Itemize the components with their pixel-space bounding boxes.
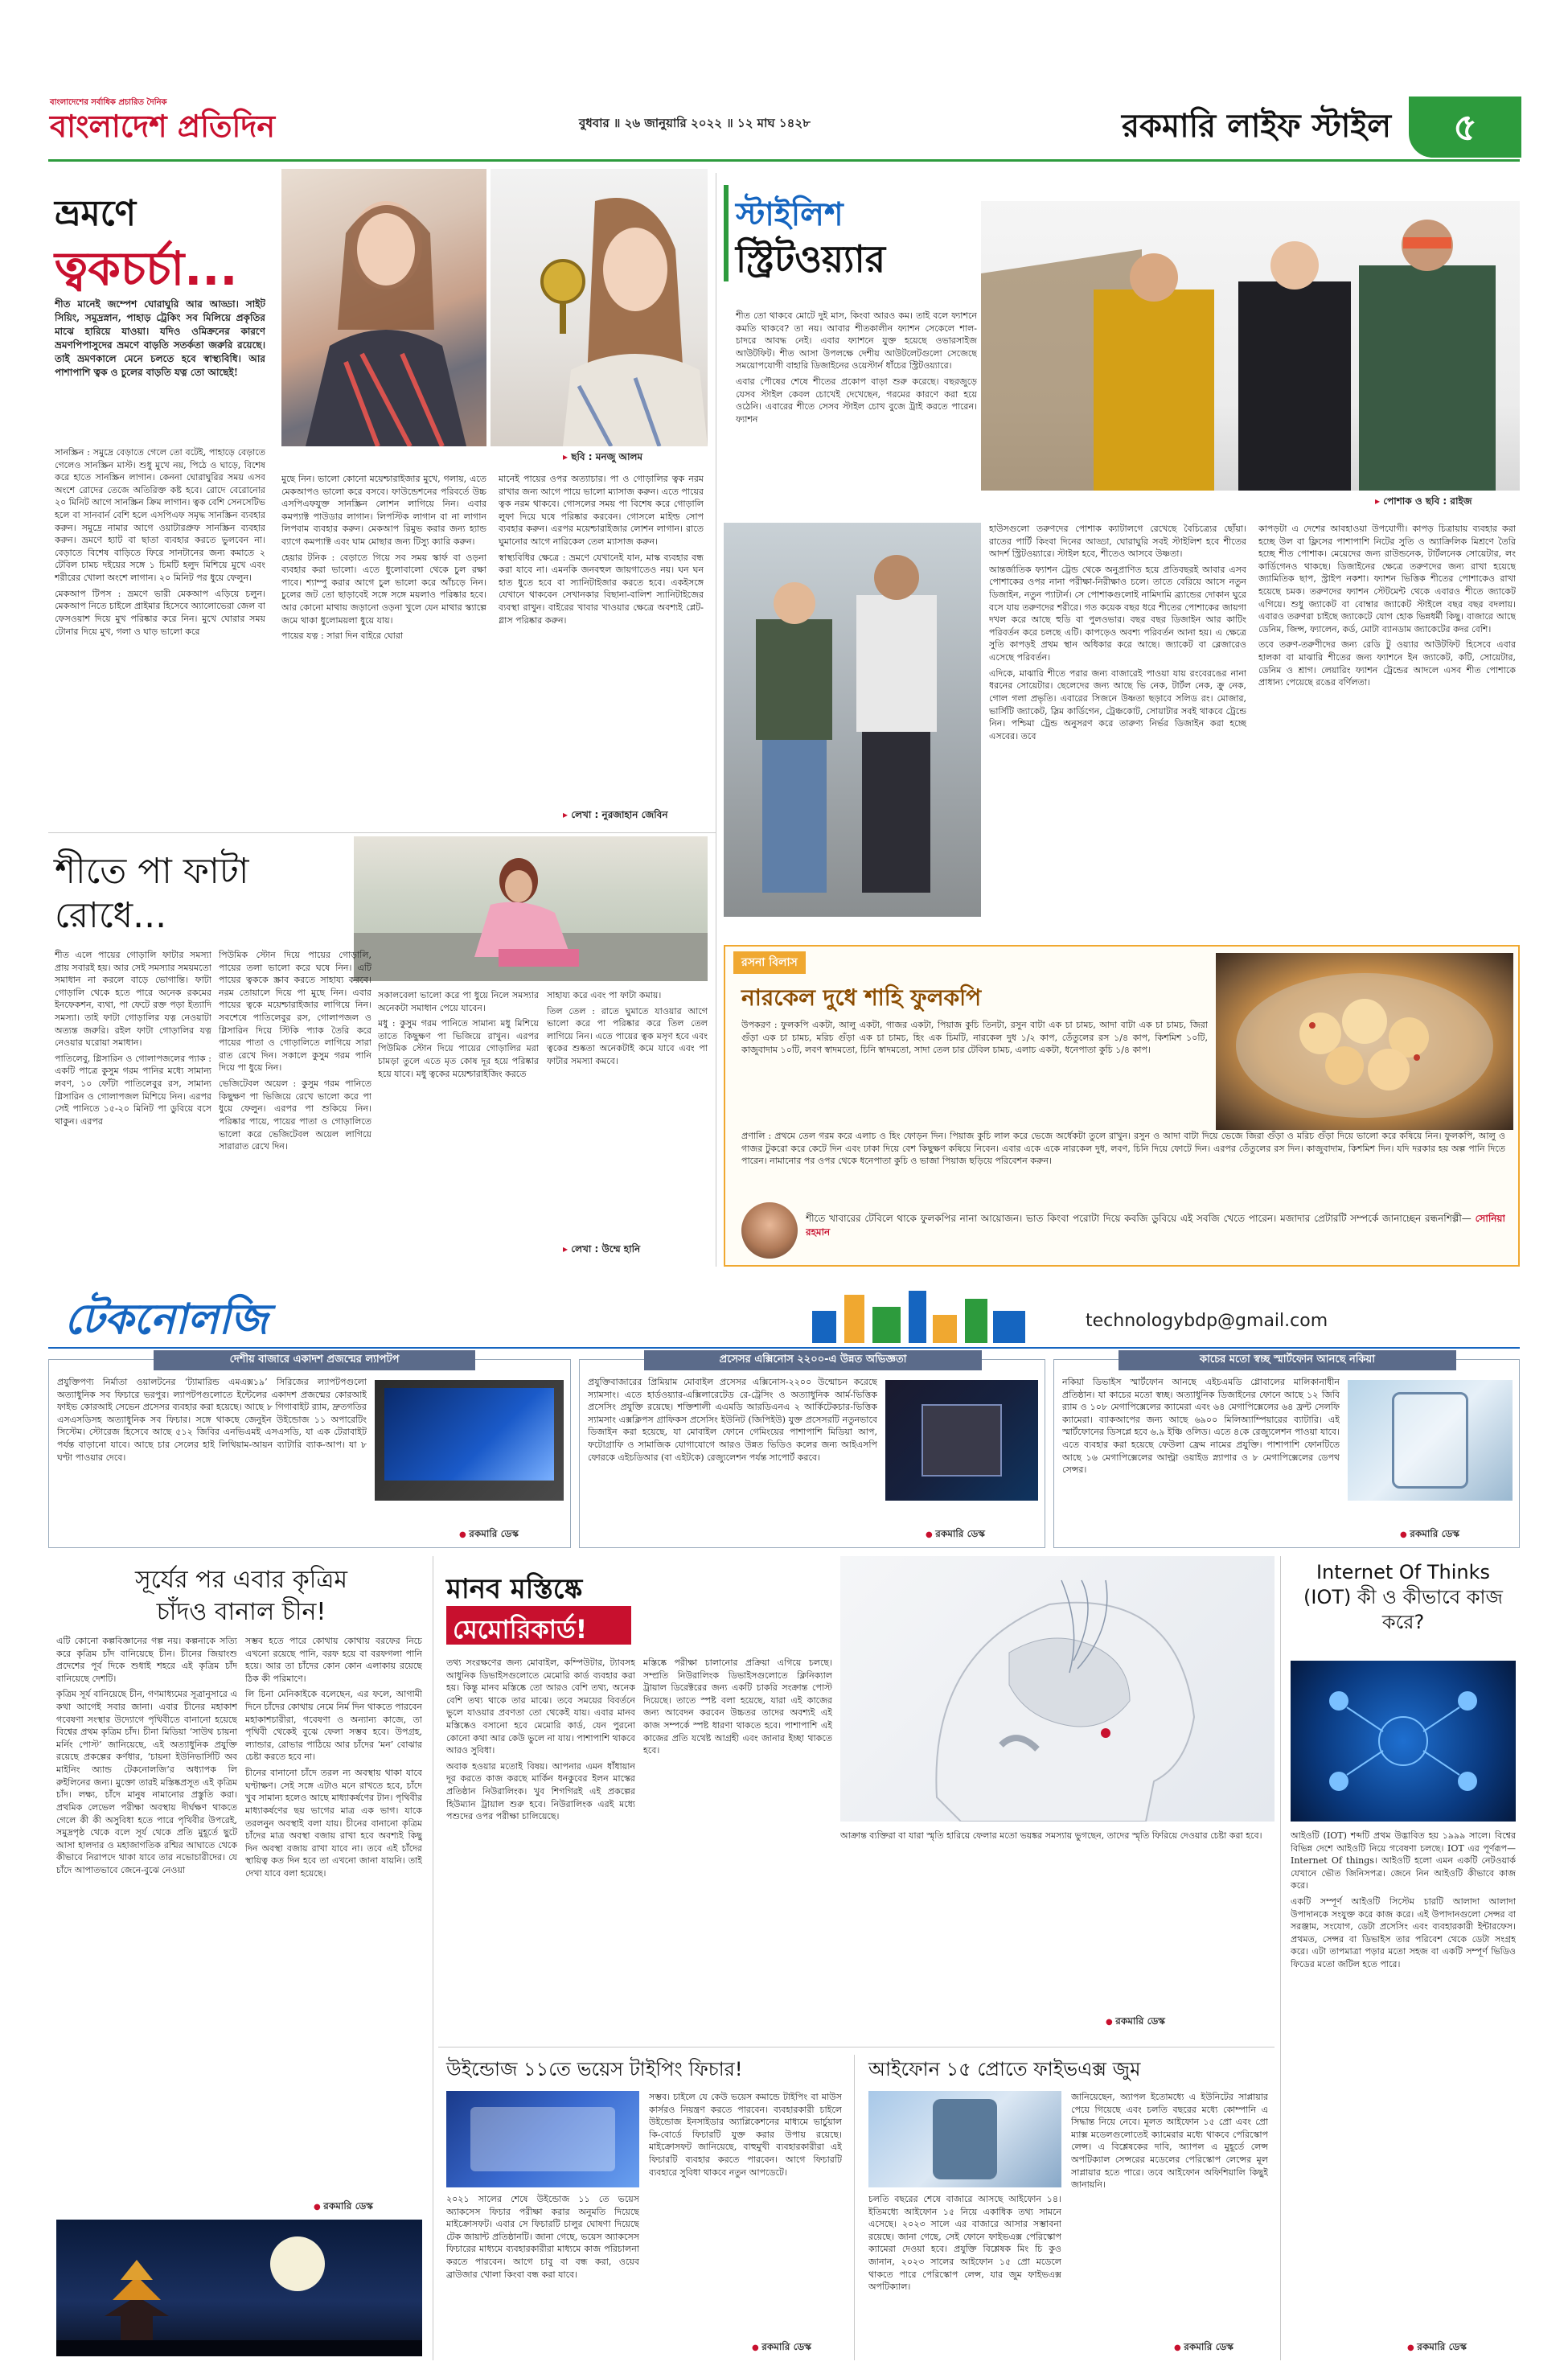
heels-honey: মধু : কুসুম গরম পানিতে সামান্য মধু মিশিয়ে তাতে কিছুক্ষণ পা ভিজিয়ে রাখুন। এরপর পিউমিক স্টোন দিয়ে পায়ের গোড়ালির মরা চামড়া তুলে এতে মৃত কোষ দূর হয়ে পরিষ্কার হয়ে যাবে। মধু ত্বকের ময়েশ্চারাইজিং করতে [378,1018,539,1079]
skincare-article [48,169,708,828]
nokia-photo [1348,1380,1513,1501]
streetwear-col2-p3: এদিকে, মাঝারি শীতে পরার জন্য বাজারেই পাওয়া যায় রংবেরঙের নানা ধরনের সোয়েটার। ছেলেদের জন্য আছে ভি নেক, টার্টল নেক, ক্রু নেক, গোল গলা প্রভৃতি। এবারের সিজনে উষ্ণতা ছড়াবে সলিড রং। মোজার, ভার্সিটি জ্যাকেট, স্লিম কার্ডিগেন, ট্রেঞ্চকোট, সোয়াটার সবই থাকবে ট্রেন্ডে নিন। পশ্চিমা ট্রেন্ড অনুসরণ করে তারুণ্য নির্ভর ডিজাইন করা হচ্ছে এসবের। তবে [989,667,1246,741]
heels-col2-p1: পিউমিক স্টোন দিয়ে পায়ের গোড়ালি, পায়ের তলা ভালো করে ঘষে নিন। এটি পায়ের ত্বককে স্ক্রাব করতে সাহায্য করবে। নরম তোয়ালে দিয়ে পা মুছে নিন। এবার পায়ের ত্বকে ময়েশ্চারাইজার লাগিয়ে নিন। সবশেষে পাতিলেবুর রস, গোলাপজল ও গ্লিসারিন দিয়ে স্টিকি প্যাক তৈরি করে পায়ের পাতা ও গোড়ালিতে লাগিয়ে সারা রাত রেখে দিন। সকালে কুসুম গরম পানি দিয়ে পা ধুয়ে নিন। [219,950,371,1074]
windows-desk: ● রকমারি ডেস্ক [752,2340,811,2356]
skincare-col3 [499,473,704,799]
memory-col2: মস্তিষ্কে পরীক্ষা চালানোর প্রক্রিয়া এগিয়ে চলছে। সম্প্রতি নিউরালিংক ডিভাইসগুলোতে ক্লিনিক্যাল ট্রায়াল ডিরেক্টরের জন্য একটি চাকরি সংক্রান্ত পোস্ট দিয়েছে। তাতে স্পষ্ট বলা হয়েছে, যারা এই কাজের জন্য আবেদন করবেন উচ্চতর তাদের অবশ্যই এই কাজ সম্পর্কে স্পষ্ট ধারণা থাকতে হবে। পাশাপাশি এই কাজের প্রতি যথেষ্ট আগ্রহী এবং জানার ইচ্ছা থাকতে হবে। [643,1657,832,1756]
logo-text: বাংলাদেশ প্রতিদিন [50,109,276,144]
recipe-box [724,945,1520,1267]
processor-photo [885,1380,1038,1501]
recipe-footer-text: শীতে খাবারের টেবিলে থাকে ফুলকপির নানা আয়োজন। ভাত কিংবা পরোটা দিয়ে কবজি ডুবিয়ে এই সবজি খেতে পারেন। মজাদার প্রেটারটি সম্পর্কে জানাচ্ছেন রন্ধনশিল্পী— [806,1213,1472,1224]
skincare-col3-p1: মানেই পায়ের ওপর অত্যাচার। পা ও গোড়ালির ত্বক নরম রাখার জন্য আগে পায়ে ভালো ম্যাসাজ করুন। এতে পায়ের ত্বক নরম থাকবে। গোসলের সময় পা বিশেষ করে গোড়ালি লুফা দিয়ে ঘষে পরিষ্কার করবেন। গোসলে মাইল্ড সোপ ব্যবহার করুন। এরপর ময়েশ্চারাইজার লোশন লাগান। রাতে ঘুমানোর আগে নারিকেল তেল ম্যাসাজ করুন। [499,474,704,548]
memory-title-line2: মেমোরিকার্ড! [453,1614,588,1645]
skincare-makeup: মেকআপ টিপস : ভ্রমণে ভারী মেকআপ এড়িয়ে চলুন। মেকআপ নিতে চাইলে প্রাইমার হিসেবে অ্যালোভেরা জেল বা ফেসওয়াশ দিয়ে মুখ পরিষ্কার করে নিন। মুখে ঘোরার সময় টোনার দিয়ে মুখ, গলা ও ঘাড় ভালো করে [55,588,265,637]
masthead [0,0,1568,165]
masthead-rule [48,159,1520,162]
windows-article [438,2055,848,2360]
heels-title-line2: রোধে... [55,895,167,936]
recipe-ingredients: উপকরণ : ফুলকপি একটা, আলু একটা, গাজর একটা, পিয়াজ কুচি তিনটা, রসুন বাটা এক চা চামচ, আদা বাটা এক চা চামচ, জিরা গুঁড়া এক চা চামচ, মরিচ গুঁড়া এক চা চামচ, হিং এক চিমটি, নারকেল দুধ ১/২ কাপ, তেঁতুলের রস ১/৪ কাপ, কিশমিশ ১০টি, কাজুবাদাম ১০টি, লবণ স্বাদমতো, চিনি স্বাদমতো, সাদা তেল চার টেবিল চামচ, এলাচ একটা, ধনেপাতা কুচি ১/৪ কাপ। [741,1020,1208,1056]
technology-title: টেকনোলজি [64,1296,268,1344]
memory-col1 [446,1657,635,2035]
skincare-col2-p1: মুছে নিন। ভালো কোনো ময়েশ্চারাইজার মুখে, গলায়, এতে মেকআপও ভালো করে বসবে। ফাউন্ডেশনের পরিবর্তে উচ্চ এসপিএফযুক্ত সানস্ক্রিন লোশন লাগিয়ে নিন। এবার কমপ্যাক্ট পাউডার লাগান। লিপস্টিক লাগান বা না লাগান লিপবাম ব্যবহার করুন। মেকআপ রিমুভ করার জন্য হ্যান্ড ব্যাগে কমপ্যাক্ট এবং ঘাম মোছার জন্য টিস্যু ক্যারি করুন। [281,474,486,548]
woman-portrait-illustration [281,169,486,446]
iot-col1 [1291,1830,1516,2344]
processor-box [579,1353,1045,1548]
skincare-title-line2: ত্বকচর্চা... [55,241,238,296]
heels-col4 [547,989,708,1230]
heels-col3 [378,989,539,1267]
skincare-hygiene: স্বাস্থ্যবিধির ক্ষেত্রে : ভ্রমণে যেখানেই যান, মাস্ক ব্যবহার বন্ধ করা যাবে না। এমনকি জনবহুল জায়গাতেও নয়। ঘন ঘন হাত ধুতে হবে বা স্যানিটাইজার করতে হবে। একইসঙ্গে যেখানে থাকবেন সেখানকার বিছানা-বালিশ স্যানিটাইজের ব্যবস্থা রাখুন। বাইরের খাবার খাওয়ার ক্ষেত্রে অবশ্যই প্লেট-গ্লাস পরিষ্কার করুন। [499,552,704,626]
recipe-method: প্রণালি : প্রথমে তেল গরম করে এলাচ ও হিং ফোড়ন দিন। পিয়াজ কুচি লাল করে ভেজে অর্ধেকটা তুলে রাখুন। রসুন ও আদা বাটা দিয়ে ভেজে জিরা গুঁড়া ও মরিচ গুঁড়া দিয়ে ভালো করে কষিয়ে নিন। ফুলকপি, আলু ও গাজর টুকরো করে কেটে দিন এবং ঢাকা দিয়ে বেশ কিছুক্ষণ কষিয়ে নিবেন। এবার একে একে নারকেল দুধ, লবণ, চিনি দিয়ে ফোটে দিন। এরপর তেঁতুলের রস দিন। কাজুবাদাম, কিশমিশ দিন। যদি দরকার হয় অল্প পানি দিতে পারেন। নামানোর পর ওপর থেকে ধনেপাতা কুচি ও ভাজা পিয়াজ ছড়িয়ে পরিবেশন করুন। [741,1131,1505,1167]
processor-text: প্রযুক্তিবাজারের প্রিমিয়াম মোবাইল প্রসেসর এক্সিনোস-২২০০ উন্মোচন করেছে স্যামসাং। এতে হার্ডওয়্যার-এক্সিলারেটেড রে-ট্রেসিং ও অত্যাধুনিক আর্ম-ভিত্তিক প্রসেসিং প্রযুক্তি রয়েছে। শক্তিশালী এএমডি আরডিএনএ ২ আর্কিটেকচার-ভিত্তিক স্যামসাং এক্সক্লিপস গ্রাফিকস প্রসেসিং ইউনিট (জিপিইউ) যুক্ত প্রসেসরটি নতুনভাবে ডিজাইন করা হয়েছে, যা মোবাইল ফোনে গেমিংয়ের পাশাপাশি মিডিয়া আপ, ফটোগ্রাফি ও সামাজিক যোগাযোগে আরও উন্নত ভিডিও কলের জন্য আইএসপি ফোরকে এইচডিআর (বা এইটকে) রেজ্যুলেশন পর্যন্ত সাপোর্ট করবে। [588,1377,877,1463]
skincare-hair: হেয়ার টনিক : বেড়াতে গিয়ে সব সময় স্কার্ফ বা ওড়না ব্যবহার করা ভালো। এতে ধুলোবালো থেকে চুল রক্ষা পাবে। শ্যাম্পু করার আগে চুল ভালো করে আঁচড়ে নিন। চুলের জট তো ছাড়াবেই সঙ্গে সঙ্গে ময়লাও পরিষ্কার হবে। আর কোনো মাথায় জড়ানো ওড়না খুলে যেন মাথার স্ক্যাল্পে জমে থাকা ধুলোময়লা ধুয়ে যায়। [281,552,486,626]
logo-tagline: বাংলাদেশের সর্বাধিক প্রচারিত দৈনিক [50,98,167,107]
processor-desk: ● রকমারি ডেস্ক [926,1527,985,1543]
windows-photo [446,2091,639,2187]
recipe-footer [806,1212,1505,1260]
moon-col2-p3: চীনের বানানো চাঁদে তরল ন্য অবস্থায় থাকা যাবে ঘণ্টাক্ষণ। সেই সঙ্গে এটাও মনে রাখতে হবে, চাঁদে খুব সামান্য হলেও আছে মাধ্যাকর্ষণের টান। পৃথিবীর মাধ্যাকর্ষণের ছয় ভাগের মাত্র এক ভাগ। যাকে তরলনুন অবস্থাই বলা যায়। চীনের বানানো কৃত্রিম চাঁদের মাত্র অবস্থা বজায় রাখা হবে অবশ্যই কিছু দিন অবস্থা বজায় রাখা যাবে না। তবে এই চাঁদের স্থায়িত্ব কত দিন হবে তা এখনো জানা যায়নি। তাই দেখা যাবে বলা হয়েছে। [245,1768,422,1879]
moon-col1 [56,1635,237,2198]
skincare-photo-1 [281,169,486,446]
couple-walking-illustration [724,523,981,917]
moon-col2-p2: লি চিনা মেনিকাইকে বলেছেন, এর ফলে, আগামী দিনে চাঁদের কোথায় নেমে নির্ম দিন থাকতে পারবেন মহাকাশচারীরা, গবেষণা ও অন্যান্য কাজে, তা পৃথিবী থেকেই বুঝে ফেলা সম্ভব হবে। উপগ্রহ, ল্যান্ডার, রোভার পাঠিয়ে আর চাঁদের ‘মন’ বোঝার চেষ্টা করতে হবে না। [245,1689,422,1763]
technology-rule [48,1347,1520,1349]
iphone-desk: ● রকমারি ডেস্ক [1174,2340,1233,2356]
laptop-text: প্রযুক্তিপণ্য নির্মাতা ওয়ালটনের ‘ট্যামারিন্ড এমএক্স১৯’ সিরিজের ল্যাপটপগুলো অত্যাধুনিক সব ফিচারে ভরপুর। ল্যাপটপগুলোতে ইন্টেলের একাদশ প্রজন্মের কোরআই ফাইভ কোরআই সেভেন প্রসেসর ব্যবহার করা হয়েছে। আছে ৮ গিগাবাইট র‍্যাম, দ্রুতগতির এসএসডিসহ অত্যাধুনিক সব ফিচার। সঙ্গে থাকছে জেনুইন উইন্ডোজ ১১ অপারেটিং সিস্টেম। স্টোরেজ হিসেবে আছে ৫১২ জিবির এনভিএমই এসএসডি, যা এক টেরাবাইট পর্যন্ত বাড়ানো যাবে। আছে চার সেলের হাই লিথিয়াম-আয়ন ব্যাটারি ব্যাক-আপ। যা ৮ ঘণ্টা পাওয়ার দেবে। [57,1377,367,1463]
heels-col2 [219,949,371,1267]
streetwear-col2-p2: আন্তর্জাতিক ফ্যাশন ট্রেন্ড থেকে অনুপ্রাণিত হয়ে প্রতিবছরই আবার এসব পোশাকের ওপর নানা পরীক্ষা-নিরীক্ষাও চলে। তাতে বেরিয়ে আসে নতুন ডিজাইন, নতুন প্যাটার্ন। সে পোশাকগুলোই নামিদামি ব্র্যান্ডের দোকান ঘুরে বসে যায় তরুণদের শরীরে। গত কয়েক বছর ধরে শীতের পোশাকের জায়গা দখল করে আছে হুডি বা পুলওভার। বছর বছর ডিজাইন আর কাটিং পরিবর্তন করে চলছে এটি। কাপড়েও অবশ্য পরিবর্তন আনা হয়। এ ক্ষেত্রে সুতি কাপড়ই প্রথম স্থান অধিকার করে আছে। জ্যাকেট বা ব্লেজারেও এসেছে পরিবর্তন। [989,564,1246,663]
windows-title: উইন্ডোজ ১১তে ভয়েস টাইপিং ফিচার! [446,2058,743,2080]
page-number-badge [1409,97,1521,158]
moon-col1-p2: কৃত্রিম সূর্য বানিয়েছে চীন, গণমাধ্যমের সূত্রানুসারে এ কথা আগেই সবার জানা। এবার চীনের মহাকাশ গবেষণা সংস্থার উদ্যোগে পৃথিবীতে বানানো হয়েছে বিশ্বের প্রথম কৃত্রিম চাঁদ। চীনা মিডিয়া ‘সাউথ চায়না মর্নিং পোস্ট’ জানিয়েছে, এই অত্যাধুনিক প্রযুক্তি রয়েছে প্রকল্পের কর্ণধার, ‘চায়না ইউনিভার্সিটি অব মাইনিং অ্যান্ড টেকনোলজি’র অধ্যাপক লি রুইলিনের জন্য। মুক্তো তারই মস্তিষ্কপ্রসূত এই কৃত্রিম চাঁদ। লক্ষ্য, চাঁদে মানুষ নামানোর প্রস্তুতি করা। প্রথমিক লেভেল পরীক্ষা অবস্থায় দীর্ঘক্ষণ থাকতে গেলে কী কী অসুবিধা হতে পারে পৃথিবীর উপরেই, সমুদ্রপৃষ্ঠ থেকে বলে সূর্য থেকে প্রতি মুহূর্তে ছুটে আসা হালদার ও মহাজাগতিক রশ্মির আঘাতে থেকে কীভাবে নিরাপদে থাকা যাবে তার নভোচারীদের। যে চাঁদে আপাতভাবে জেনে-বুঝে নেওয়া [56,1689,237,1875]
streetwear-col3 [1258,523,1516,917]
heels-col1-p1: শীত এলে পায়ের গোড়ালি ফাটার সমস্যা প্রায় সবারই হয়। আর সেই সমস্যার সময়মতো সমাধান না করলে বাড়ে ভোগান্তি। ফাটা গোড়ালি থেকে হতে পারে অনেক রকমের ইনফেকশন, ব্যথা, পা ফেটে রক্ত পড়া ইত্যাদি সমস্যা। তাই ফাটা গোড়ালির যত্ন নেওয়াটা অত্যন্ত জরুরি। রইল ফাটা গোড়ালির যত্ন নেওয়ার ঘরোয়া সমাধান। [55,950,211,1049]
moon-col2 [245,1635,422,2198]
nokia-desk: ● রকমারি ডেস্ক [1400,1527,1459,1543]
heels-col1 [55,949,211,1267]
moon-col1-p1: এটি কোনো কল্পবিজ্ঞানের গল্প নয়। কল্পনাকে সত্যি করে কৃত্রিম চাঁদ বানিয়েছে চীন। চীনের জিয়াংশু প্রদেশের পূর্ব দিকে শুধাই শহরে এই কৃত্রিম চাঁদ বানিয়েছে দেশটি। [56,1636,237,1684]
laptop-label: দেশীয় বাজারে একাদশ প্রজন্মের ল্যাপটপ [154,1350,475,1370]
chef-photo [741,1202,798,1259]
moon-desk: ● রকমারি ডেস্ক [314,2199,373,2216]
heels-sesame-oil: তিল তেল : রাতে ঘুমাতে যাওয়ার আগে ভালো করে পা পরিষ্কার করে তিল তেল লাগিয়ে নিন। এতে পায়ের ত্বক মসৃণ হবে এবং ত্বকের শুষ্কতা অনেকটাই কমে যাবে এবং পা ফাটার সমস্যা কমবে। [547,1005,708,1067]
skincare-author: ▸ লেখা : নুরজাহান জেবিন [563,808,668,824]
processor-label: প্রসেসর এক্সিনোস ২২০০-এ উন্নত অভিজ্ঞতা [644,1350,982,1370]
skincare-photo-credit: ▸ ছবি : মনজু আলম [563,450,642,466]
skincare-col1 [55,446,265,824]
streetwear-photo-credit: ▸ পোশাক ও ছবি : রাইজ [1375,495,1472,511]
laptop-box [48,1353,571,1548]
column-divider-bottom [854,2055,855,2360]
three-models-illustration [981,201,1520,491]
technology-banner [48,1279,1520,1355]
heels-col4-p1: সাহায্য করে এবং পা ফাটা কমায়। [547,990,662,1000]
woman-mirror-illustration [491,169,708,446]
memory-col1-p2: অবাক হওয়ার মতোই বিষয়। আপনার এমন ধাঁধায়ান দূর করতে কাজ করছে মার্কিন ধনকুবের ইলন মাস্কের প্রতিষ্ঠান নিউরালিংক। খুব শিগগিরই এই প্রকল্পের হিউম্যান ট্রায়াল শুরু হবে। নিউরালিংক এরই মধ্যে পশুদের ওপর পরীক্ষা চালিয়েছে। [446,1760,635,1822]
masthead-date: বুধবার ॥ ২৬ জানুয়ারি ২০২২ ॥ ১২ মাঘ ১৪২৮ [579,116,811,130]
iphone-title: আইফোন ১৫ প্রোতে ফাইভএক্স জুম [868,2058,1141,2080]
moon-photo [56,2220,422,2356]
skincare-feet: পায়ের যত্ন : সারা দিন বাইরে ঘোরা [281,630,404,642]
city-skyline-icon [812,1287,1037,1343]
cauliflower-curry-illustration [1216,953,1513,1130]
section-divider-1 [48,832,716,833]
chef-name: সোনিয়া রহমান [806,1213,1505,1238]
laptop-photo [375,1380,564,1501]
windows-col1: ২০২১ সালের শেষে উইন্ডোজ ১১ তে ভয়েস অ্যাকসেস ফিচার পরীক্ষা করার অনুমতি দিয়েছে মাইক্রোসফট। এবার সে ফিচারটি চালুর ঘোষণা দিয়েছে টেক জায়ান্ট প্রতিষ্ঠানটি। জানা গেছে, ভয়েস অ্যাকসেস ফিচারের মাধ্যমে ব্যবহারকারীরা মাধ্যমে কাজ পরিচালনা করতে পারবেন। আগে চাবু বা বন্ধ করা, ওয়েব ব্রাউজার খোলা কিংবা বন্ধ করা যাবে। [446,2194,639,2280]
memory-col3: আক্রান্ত ব্যক্তিরা বা যারা স্মৃতি হারিয়ে ফেলার মতো ভয়ঙ্কর সমস্যায় ভুগছেন, তাদের স্মৃতি ফিরিয়ে দেওয়ার চেষ্টা করা হবে। [840,1830,1262,1841]
streetwear-col1-p2: এবার পৌষের শেষে শীতের প্রকোপ বাড়া শুরু করেছে। বছরজুড়ে যেসব স্টাইল কেবল চোখেই দেখেছেন, গরমের কারণে করা হয়ে ওঠেনি। এবারের শীতে সেসব স্টাইল চোখ বুজে ট্রাই করতে পারেন। ফ্যাশন [736,376,977,425]
nokia-box [1053,1353,1520,1548]
streetwear-title-line1: স্টাইলিশ [736,196,844,233]
iot-photo [1291,1661,1516,1822]
laptop-desk: ● রকমারি ডেস্ক [459,1527,519,1543]
heels-author: ▸ লেখা : উম্মে হানি [563,1242,640,1259]
heels-lemon-pack: পাতিলেবু, গ্লিসারিন ও গোলাপজলের প্যাক : একটি পাত্রে কুসুম গরম পানির মধ্যে সামান্য লবণ, ১০ ফোঁটা পাতিলেবুর রস, সামান্য গ্লিসারিন ও গোলাপজল মিশিয়ে নিন। এরপর সেই পানিতে ১৫-২০ মিনিট পা ডুবিয়ে বসে থাকুন। এরপর [55,1053,211,1127]
recipe-photo [1216,953,1513,1130]
brain-implant-illustration [840,1556,1275,1822]
memory-photo [840,1556,1275,1822]
nokia-text: নকিয়া ডিভাইস স্মার্টফোন আনছে এইচএমডি গ্লোবালের মালিকানাধীন প্রতিষ্ঠান। যা কাচের মতো স্বচ্ছ। অত্যাধুনিক ডিজাইনের ফোনে আছে ১২ জিবি র‍্যাম ও ১০৮ মেগাপিক্সেলের ক্যামেরা এবং ৬৪ মেগাপিক্সেলের ৬৪ ফ্রন্ট সেলফি ক্যামেরা। ব্যাকআপের জন্য আছে ৬৯০০ মিলিঅ্যাম্পিয়ারের ব্যাটারি। এই স্মার্টফোনের ডিসপ্লে হবে ৬.৯ ইঞ্চি ওলিড। এতে ৪কে রেজ্যুলেশন পাওয়া যাবে। এতে ব্যবহার করা হয়েছে ফেউলা ফ্রেম নামের প্রযুক্তি। পাশাপাশি ফোনটিতে আছে ১৬ মেগাপিক্সেলের আল্ট্রা ওয়াইড স্ন্যাপার ও ৮ মেগাপিক্সেলের ডেপথ সেন্সর। [1062,1377,1340,1476]
memory-desk: ● রকমারি ডেস্ক [1106,2015,1165,2031]
streetwear-col1-p1: শীত তো থাকবে মোটে দুই মাস, কিংবা আরও কম। তাই বলে ফ্যাশনে কমতি থাকবে? তা নয়। আবার শীতকালীন ফ্যাশন সেকেলে শাল-চাদরে আবদ্ধ নেই। এবার ফ্যাশনে যুক্ত হয়েছে ওভারসাইজ আউটফিট। শীত আসা উপলক্ষে দেশীয় আউটলেটগুলো সেজেছে সময়োপযোগী বাহারি ডিজাইনের ওয়েস্টার্ন ধাঁচের স্ট্রিটওয়্যারে। [736,310,977,372]
iphone-col1: চলতি বছরের শেষে বাজারে আসছে আইফোন ১৪। ইতিমধ্যে আইফোন ১৫ নিয়ে একাধিক তথ্য সামনে এসেছে। ২০২৩ সালে এর বাজারে আসার সম্ভাবনা রয়েছে। জানা গেছে, সেই ফোনে ফাইভএক্স পেরিস্কোপ ক্যামেরা দেওয়া হবে। প্রযুক্তি বিশ্লেষক মিং চি কুও জানান, ২০২৩ সালের আইফোন ১৫ প্রো মডেলে থাকতে পারে পেরিস্কোপ লেন্স, যার জুম ফাইভএক্স অপটিক্যাল। [868,2194,1061,2293]
skincare-intro: শীত মানেই জম্পেশ ঘোরাঘুরি আর আড্ডা। সাইট সিয়িং, সমুদ্রস্নান, পাহাড় ট্রেকিং সব মিলিয়ে প্রকৃতির মাঝে হারিয়ে যাওয়া। যদিও ওমিক্রনের কারণে ভ্রমণপিপাসুদের ভ্রমণে বাড়তি সতর্কতা জরুরি রয়েছে। তাই ভ্রমণকালে মেনে চলতে হবে স্বাস্থ্যবিধি। আর পাশাপাশি ত্বক ও চুলের বাড়তি যত্ন তো আছেই! [55,298,265,379]
skincare-sunscreen: সানস্ক্রিন : সমুদ্রে বেড়াতে গেলে তো বটেই, পাহাড়ে বেড়াতে গেলেও সানস্ক্রিন মাস্ট। শুধু মুখে নয়, পিঠে ও ঘাড়ে, বিশেষ করে হাতে সানস্ক্রিন লাগান। কেননা ঘোরাঘুরির সময় এসব অংশে রোদের তেজে অতিরিক্ত কষ্ট হবে। রোদে বেরোনোর ২০ মিনিট আগে সানস্ক্রিন ক্রিম লাগান। ত্বক বেশি সেনসেটিভ হলে বা সানবার্ন বেশি হলে এসপিএফ সমৃদ্ধ সানস্ক্রিন ব্যবহার করুন। সমুদ্রে নামার আগে ওয়াটারপ্রুফ সানস্ক্রিন ব্যবহার করুন। ভ্রমণে হ্যাট বা ছাতা ব্যবহার করতে ভুলবেন না। বেড়াতে বিশেষ বাড়িতে ফিরে সানটানের জন্য কমাতে ২ টেবিল চামচ দইয়ের সঙ্গে ১ চিমটি হলুদ মিশিয়ে মুখে এবং শরীরের খোলা অংশে লাগান। ২০ মিনিট পর ধুয়ে ফেলুন। [55,447,265,584]
section-title: রকমারি লাইফ স্টাইল [1121,108,1391,145]
recipe-column-tag: রসনা বিলাস [733,951,806,974]
iot-article [1287,1556,1520,2360]
iot-network-illustration [1291,1661,1516,1822]
streetwear-article [724,169,1520,973]
streetwear-col3-p1: কাপড়টা এ দেশের আবহাওয়া উপযোগী। কাপড় চিত্রায়ায় ব্যবহার করা হচ্ছে উল বা ফ্লিসের পাশাপাশি নিটের সুতি ও অ্যাক্রিলিক মিশ্রণে তৈরি হচ্ছে শীত পোশাক। মেয়েদের জন্য রাউন্ডনেক, টার্টলনেক সোয়েটার, লং কার্ডিগেনও থাকছে। ডিজাইনের ক্ষেত্রে তরুণদের জন্য রাখা হয়েছে জ্যামিতিক ছাপ, স্ট্রাইপ নকশা। ফ্যাশন ভিত্তিক শীতের পোশাকেও রাখা হয়েছে চমক। তরুণদের ফ্যাশন স্টেটমেন্ট থেকে এবারও শীতে জ্যাকেট এগিয়ে। শুধু জ্যাকেট বা বোম্বার জ্যাকেট স্টাইলে বছর বছর বদলায়। এবারও তরুণরা চাইছে জ্যাকেটে যোগ হোক ভিন্নধর্মী কিছু। বাজারে আছে ডেনিম, জিন্স, ফ্যালেন, কর্ড, মোটা ব্যানডাম জ্যাকেটের কদর বেশি। [1258,524,1516,635]
heels-article [48,836,716,1271]
nokia-label: কাচের মতো স্বচ্ছ স্মার্টফোন আনছে নকিয়া [1119,1350,1456,1370]
heels-title-line1: শীতে পা ফাটা [55,851,249,892]
pagoda-moon-illustration [56,2220,422,2356]
iot-desk: ● রকমারি ডেস্ক [1407,2340,1467,2356]
moon-title-line1: সূর্যের পর এবার কৃত্রিম [134,1566,348,1594]
iphone-col2: জানিয়েছেন, অ্যাপল ইতোমধ্যে এ ইউনিটের সাপ্লায়ার পেয়ে গিয়েছে এবং চলতি বছরের মধ্যে কোম্পানি এ সিদ্ধান্ত নিয়ে নেবে। মূলত আইফোন ১৫ প্রো এবং প্রো ম্যাক্স মডেলগুলোতেই ক্যামেরার মধ্যে থাকবে পেরিস্কোপ লেন্স। এ বিশ্লেষকের দাবি, অ্যাপল এ মুহূর্তে লেন্স অপটিক্যাল সেন্সরের মডেলের পেরিস্কোপ লেন্সের মূল সাপ্লায়ার হতে পারে। তবে আইফোন অফিশিয়ালি কিছুই জানায়নি। [1071,2092,1268,2191]
moon-article [48,1556,426,2360]
heels-photo [354,836,708,981]
streetwear-photo-group [981,201,1520,491]
streetwear-col2 [989,523,1246,917]
skincare-col2 [281,473,486,827]
iot-title: Internet Of Thinks (IOT) কী ও কীভাবে কাজ করে? [1303,1561,1503,1634]
iot-col1-p1: আইওটি (IOT) শব্দটি প্রথম উদ্ভাবিত হয় ১৯৯৯ সালে। বিশ্বের বিভিন্ন দেশে আইওটি নিয়ে গবেষণা চলছে। IOT এর পূর্ণরূপ—Internet Of things। আইওটি হলো এমন একটি নেটওয়ার্ক যেখানে ভৌত জিনিসপত্র। জেনে নিন আইওটি কীভাবে কাজ করে। [1291,1830,1516,1891]
iot-col1-p2: একটি সম্পূর্ণ আইওটি সিস্টেম চারটি আলাদা আলাদা উপাদানকে সংযুক্ত করে কাজ করে। এই উপাদানগুলো সেন্সর বা সরঞ্জাম, সংযোগ, ডেটা প্রসেসিং এবং ব্যবহারকারী ইন্টারফেস। প্রথমত, সেন্সর বা ডিভাইস তার পরিবেশ থেকে ডেটা সংগ্রহ করে। এটা তাপমাত্রা পড়ার মতো সহজ বা একটি সম্পূর্ণ ভিডিও ফিডের মতো জটিল হতে পারে। [1291,1896,1516,1970]
iphone-article [860,2055,1275,2360]
technology-email: technologybdp@gmail.com [1086,1311,1328,1331]
moon-col2-p1: সম্ভব হতে পারে কোথায় কোথায় বরফের নিচে এখনো রয়েছে পানি, বরফ হয়ে বা বরফগলা পানি হয়ে। আর তা চাঁদের কোন কোন এলাকায় রয়েছে ঠিক কী পরিমাণে। [245,1636,422,1684]
heels-vegetable-oil: ভেজিটেবল অয়েল : কুসুম গরম পানিতে কিছুক্ষণ পা ভিজিয়ে রেখে ভালো করে পা ধুয়ে ফেলুন। এরপর পা শুকিয়ে নিন। পরিষ্কার পায়ে, পায়ের পাতা ও গোড়ালিতে ভালো করে ভেজিটেবল অয়েল লাগিয়ে সারারাত রেখে দিন। [219,1078,371,1152]
page-number: ৫ [1453,105,1477,149]
skincare-title-line1: ভ্রমণে [55,193,137,234]
masthead-logo [50,97,355,145]
memory-title-line1: মানব মস্তিষ্কে [446,1573,583,1605]
moon-title-line2: চাঁদও বানাল চীন! [156,1598,326,1626]
woman-sitting-illustration [354,836,708,981]
recipe-title: নারকেল দুধে শাহি ফুলকপি [741,984,982,1011]
column-divider-iot [1280,1556,1281,2360]
windows-col2: সম্ভব। চাইলে যে কেউ ভয়েস কমান্ডে টাইপিং বা মাউস কার্সরও নিয়ন্ত্রণ করতে পারবেন। ব্যবহারকারী চাইলে উইন্ডোজ ইনসাইডার অ্যাপ্লিকেশনের মাধ্যমে ভার্চুয়াল কি-বোর্ডে ফিচারটি যুক্ত করার উপায় রয়েছে। মাইক্রোসফট জানিয়েছে, বাহুমুখী ব্যবহারকারীরা এই ফিচারটি ব্যবহার করতে পারবেন। আগে ফিচারটি ব্যবহারে সুবিধা থাকবে নতুন আপডেটে। [649,2092,842,2178]
streetwear-title-line2: স্ট্রিটওয়্যার [736,237,886,281]
streetwear-col3-p2: তবে তরুণ-তরুণীদের জন্য রেডি টু ওয়্যার আউটফিট হিসেবে এবার হালকা বা মাঝারি শীতের জন্য ফ্যাশনে ইন জ্যাকেট, কটি, সোয়েটার, ডেনিম ও শ্রাগ। লেয়ারিং ফ্যাশন ট্রেন্ডের আদলে এসব শীত পোশাকে প্রাধান্য পেয়েছে রঙের বর্ণিলতা। [1258,639,1516,688]
memory-article [438,1556,1275,2039]
heels-col3-p1: সকালবেলা ভালো করে পা ধুয়ে নিলে সমস্যার অনেকটা সমাধান পেয়ে যাবেন। [378,990,539,1013]
streetwear-photo-couple [724,523,981,917]
streetwear-col2-p1: হাউসগুলো তরুণদের পোশাক ক্যাটালগে রেখেছে বৈচিত্র্যের ছোঁয়া। রাতের পার্টি কিংবা দিনের আড্ডা, ঘোরাঘুরি সবই স্টাইলিশ হবে শীতের আদর্শ স্ট্রিটওয়্যারে। স্টাইল হবে, শীতেও আসবে উষ্ণতা। [989,524,1246,560]
skincare-photo-2 [491,169,708,446]
streetwear-frame [724,185,729,281]
memory-col1-p1: তথ্য সংরক্ষণের জন্য মোবাইল, কম্পিউটার, ট্যাবসহ আধুনিক ডিভাইসগুলোতে মেমোরি কার্ড ব্যবহার করা হয়। কিন্তু মানব মস্তিষ্কে তো আরও বেশি তথ্য, অনেক বেশি তথ্য থাকে তার মাঝে। তবে সময়ের বিবর্তনে ভুলে যাওয়ার প্রবণতা তো থেকেই যায়। এবার মানব মস্তিষ্কেও বসানো হবে মেমোরি কার্ড, যেন পুরনো কোনো কথা আর কেউ ভুলে না যায়। পাশাপাশি থাকবে আরও সুবিধা। [446,1657,635,1756]
iphone-photo [868,2091,1061,2187]
streetwear-col1 [736,310,977,519]
